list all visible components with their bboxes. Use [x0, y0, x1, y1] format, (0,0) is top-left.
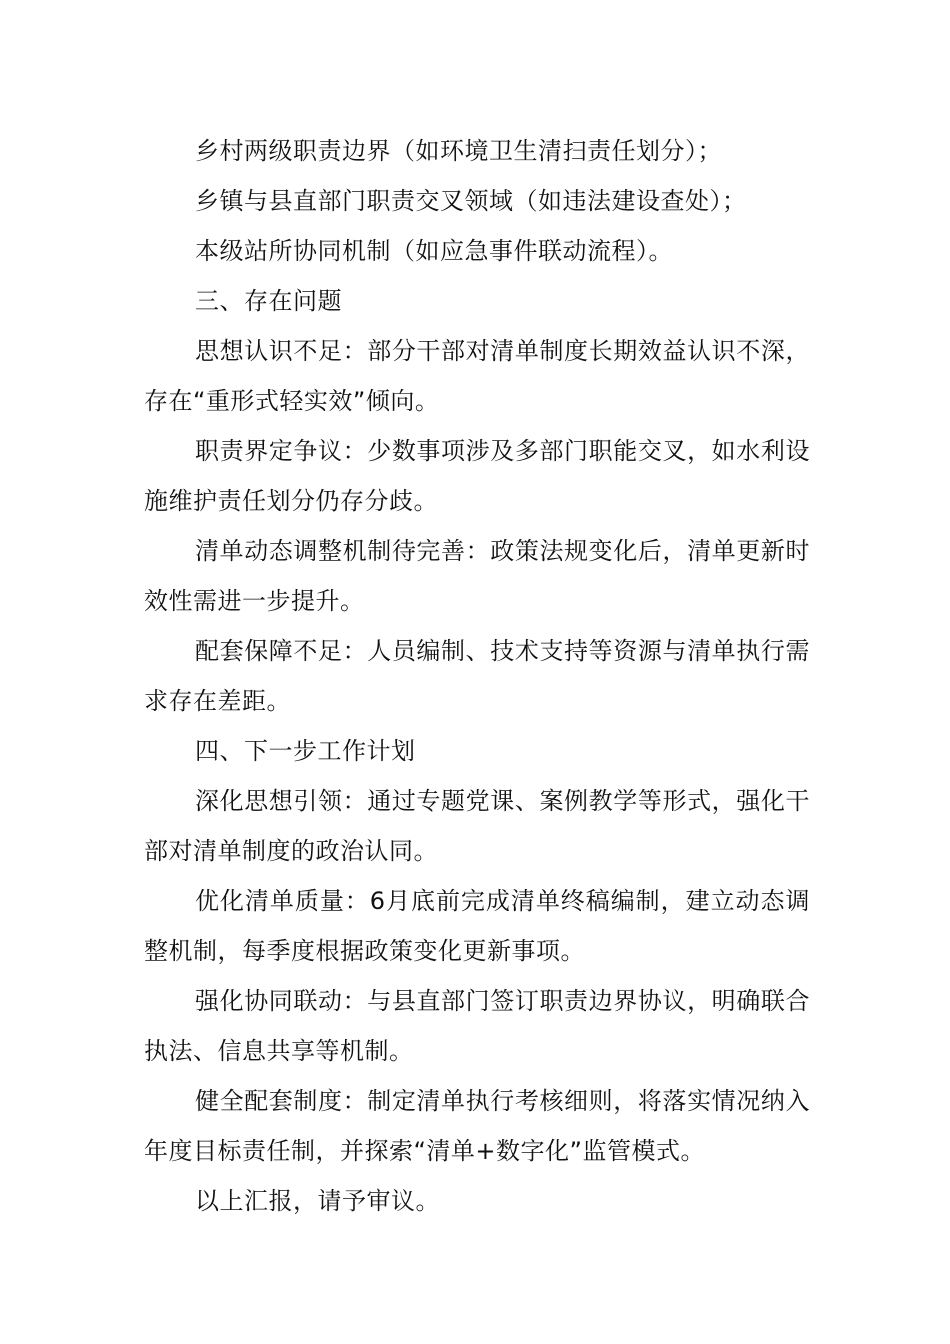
section-heading-problems: 三、存在问题 [195, 287, 342, 315]
paragraph-plan-system: 健全配套制度：制定清单执行考核细则，将落实情况纳入年度目标责任制，并探索“清单+数字化”监管模式。 [144, 1087, 810, 1165]
paragraph-plan-quality: 优化清单质量：6月底前完成清单终稿编制，建立动态调整机制，每季度根据政策变化更新事项。 [144, 887, 810, 965]
paragraph-problem-adjustment: 清单动态调整机制待完善：政策法规变化后，清单更新时效性需进一步提升。 [144, 537, 810, 615]
section-heading-next-steps: 四、下一步工作计划 [195, 737, 416, 765]
paragraph-plan-guidance: 深化思想引领：通过专题党课、案例教学等形式，强化干部对清单制度的政治认同。 [144, 787, 810, 865]
document-body [144, 126, 810, 1226]
paragraph-problem-awareness: 思想认识不足：部分干部对清单制度长期效益认识不深，存在“重形式轻实效”倾向。 [144, 337, 810, 415]
paragraph-problem-support: 配套保障不足：人员编制、技术支持等资源与清单执行需求存在差距。 [144, 637, 810, 715]
paragraph-problem-responsibility: 职责界定争议：少数事项涉及多部门职能交叉，如水利设施维护责任划分仍存分歧。 [144, 437, 810, 515]
paragraph-responsibility-boundary: 乡村两级职责边界（如环境卫生清扫责任划分）； [195, 137, 722, 165]
closing-remark: 以上汇报，请予审议。 [195, 1187, 440, 1215]
paragraph-plan-coordination: 强化协同联动：与县直部门签订职责边界协议，明确联合执法、信息共享等机制。 [144, 987, 810, 1065]
paragraph-cross-department: 乡镇与县直部门职责交叉领域（如违法建设查处）； [195, 187, 747, 215]
paragraph-coordination-mechanism: 本级站所协同机制（如应急事件联动流程）。 [195, 237, 673, 265]
